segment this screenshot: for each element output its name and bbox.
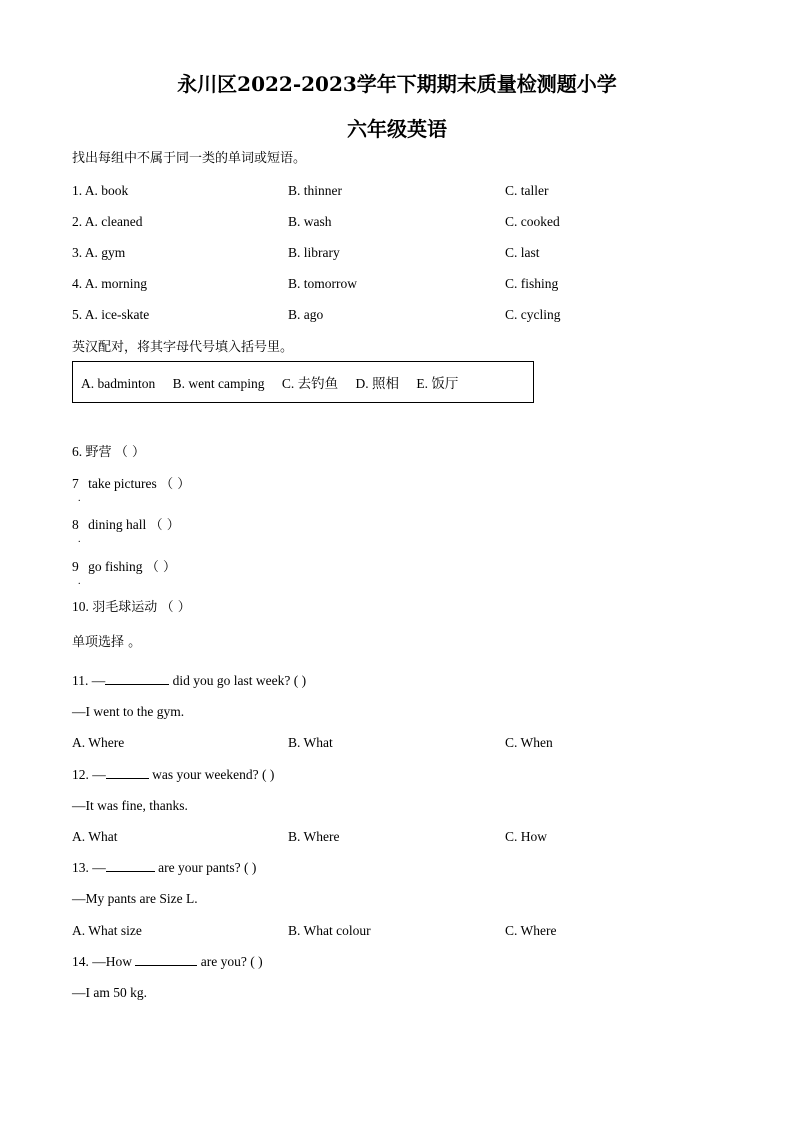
q13-option-a: A. What size xyxy=(72,923,142,938)
q12-option-c: C. How xyxy=(505,829,548,844)
q4-option-b: B. tomorrow xyxy=(288,276,357,291)
word-bank-items xyxy=(81,375,472,393)
word-bank-box xyxy=(72,361,534,403)
q9-dot: . xyxy=(78,576,81,587)
q7-text: take pictures xyxy=(88,476,157,491)
q11-suffix: did you go last week? ( ) xyxy=(169,673,307,688)
q11-blank[interactable] xyxy=(105,672,169,685)
exam-subtitle: 六年级英语 xyxy=(347,117,447,141)
q1-option-c: C. taller xyxy=(505,183,549,198)
q9-answer-paren[interactable]: （ ） xyxy=(145,560,177,575)
q10-number: 10. xyxy=(72,599,89,614)
q12-blank[interactable] xyxy=(106,766,149,779)
q7-answer-paren[interactable]: （ ） xyxy=(160,477,191,492)
q9-number: 9 xyxy=(72,559,79,574)
exam-title: 永川区2022-2023学年下期期末质量检测题小学 xyxy=(177,72,617,96)
q8-line xyxy=(72,516,180,535)
q5-option-b: B. ago xyxy=(288,307,324,322)
q14-suffix: are you? ( ) xyxy=(197,954,263,969)
q6-text: 野营 xyxy=(85,445,112,460)
q14-line xyxy=(72,953,263,971)
q2-option-b: B. wash xyxy=(288,214,332,229)
q11-option-c: C. When xyxy=(505,735,553,750)
q8-dot: . xyxy=(78,534,81,545)
q11-option-b: B. What xyxy=(288,735,333,750)
q13-line xyxy=(72,859,256,877)
q11-option-a: A. Where xyxy=(72,735,125,750)
q10-text: 羽毛球运动 xyxy=(92,600,158,615)
q13-suffix: are your pants? ( ) xyxy=(154,860,257,875)
section1-instruction: 找出每组中不属于同一类的单词或短语。 xyxy=(72,151,307,166)
q12-option-a: A. What xyxy=(72,829,118,844)
q11-answer: —I went to the gym. xyxy=(72,704,185,719)
q11-prefix: 11. — xyxy=(72,673,106,688)
q6-number: 6. xyxy=(72,444,83,459)
q12-prefix: 12. — xyxy=(72,767,106,782)
q9-line xyxy=(72,558,176,577)
q5-option-a: 5. A. ice-skate xyxy=(72,307,150,322)
q13-blank[interactable] xyxy=(106,859,155,872)
q10-answer-paren[interactable]: （ ） xyxy=(160,600,191,615)
q13-option-c: C. Where xyxy=(505,923,557,938)
word-bank-item: B. went camping xyxy=(172,376,265,391)
q14-prefix: 14. —How xyxy=(72,954,136,969)
q7-number: 7 xyxy=(72,476,79,491)
q4-option-a: 4. A. morning xyxy=(72,276,148,291)
word-bank-item: A. badminton xyxy=(81,376,156,391)
q12-suffix: was your weekend? ( ) xyxy=(148,767,275,782)
q8-answer-paren[interactable]: （ ） xyxy=(149,518,180,533)
q13-option-b: B. What colour xyxy=(288,923,371,938)
q4-option-c: C. fishing xyxy=(505,276,559,291)
q12-answer: —It was fine, thanks. xyxy=(72,798,188,813)
q1-option-a: 1. A. book xyxy=(72,183,129,198)
q14-blank[interactable] xyxy=(135,953,197,966)
q13-prefix: 13. — xyxy=(72,860,106,875)
q11-line xyxy=(72,672,306,690)
q6-line xyxy=(72,443,145,462)
word-bank-item: E. 饭厅 xyxy=(416,376,459,391)
q2-option-a: 2. A. cleaned xyxy=(72,214,143,229)
section3-instruction: 单项选择 。 xyxy=(72,635,142,650)
q14-answer: —I am 50 kg. xyxy=(72,985,147,1000)
q13-answer: —My pants are Size L. xyxy=(72,891,198,906)
q12-line xyxy=(72,766,274,784)
q3-option-a: 3. A. gym xyxy=(72,245,126,260)
word-bank-item: C. 去钓鱼 xyxy=(281,376,339,391)
q3-option-b: B. library xyxy=(288,245,340,260)
q10-line xyxy=(72,598,191,617)
q12-option-b: B. Where xyxy=(288,829,340,844)
q8-text: dining hall xyxy=(88,517,147,532)
word-bank-item: D. 照相 xyxy=(355,376,399,391)
q6-answer-paren[interactable]: （ ） xyxy=(114,445,146,460)
q5-option-c: C. cycling xyxy=(505,307,561,322)
q7-dot: . xyxy=(78,493,81,504)
section2-instruction: 英汉配对，将其字母代号填入括号里。 xyxy=(72,340,294,355)
q9-text: go fishing xyxy=(88,559,143,574)
q7-line xyxy=(72,475,190,494)
q2-option-c: C. cooked xyxy=(505,214,560,229)
q1-option-b: B. thinner xyxy=(288,183,342,198)
q3-option-c: C. last xyxy=(505,245,540,260)
q8-number: 8 xyxy=(72,517,79,532)
